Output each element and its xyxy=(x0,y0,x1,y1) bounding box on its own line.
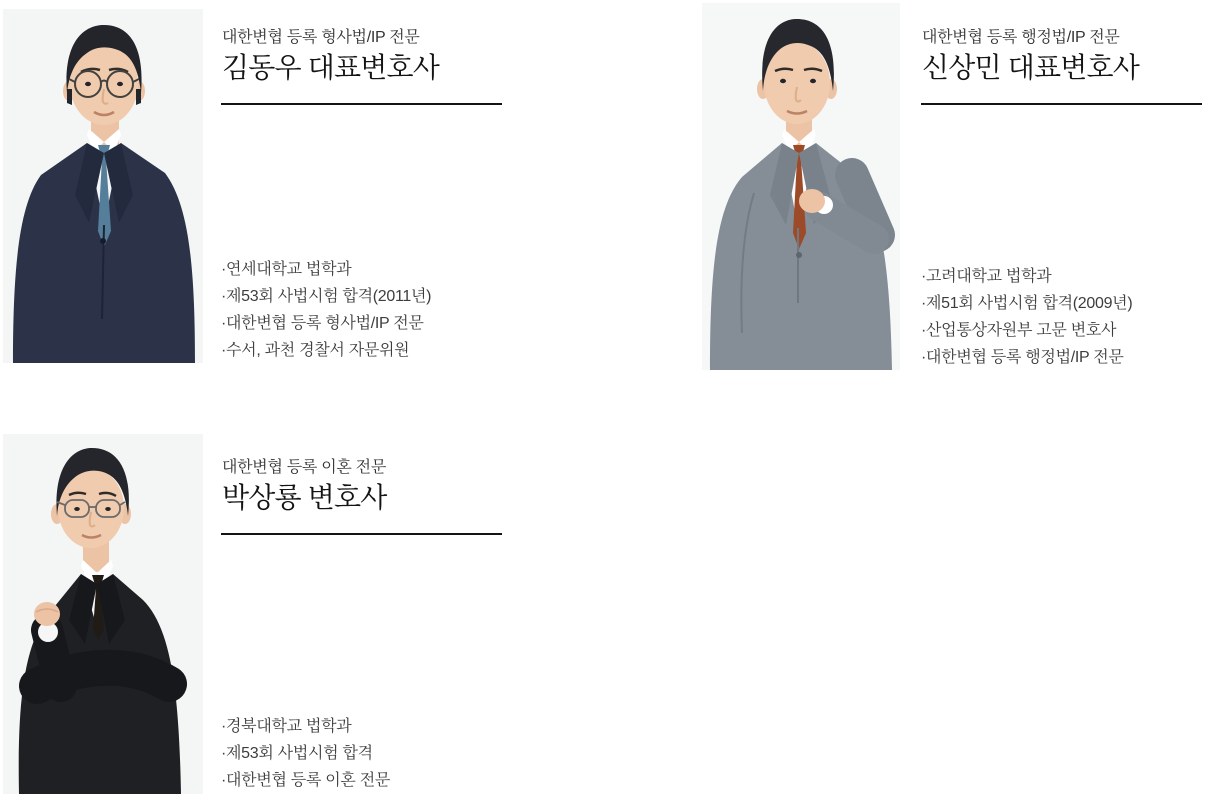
credential-item: ·제53회 사법시험 합격(2011년) xyxy=(221,288,432,305)
credential-item: ·수서, 과천 경찰서 자문위원 xyxy=(221,342,410,359)
credential-item: ·제53회 사법시험 합격 xyxy=(221,745,373,762)
lawyer-name: 박상룡 변호사 xyxy=(222,482,387,513)
lawyer-name: 김동우 대표변호사 xyxy=(222,52,439,83)
name-underline xyxy=(221,103,502,105)
credentials-list xyxy=(221,256,431,364)
credential-item: ·대한변협 등록 이혼 전문 xyxy=(221,772,391,789)
lawyer-photo xyxy=(702,3,900,370)
credential-item: ·산업통상자원부 고문 변호사 xyxy=(921,322,1117,339)
name-underline xyxy=(921,103,1202,105)
portrait-navy-suit-illustration xyxy=(3,9,203,363)
credential-item: ·제51회 사법시험 합격(2009년) xyxy=(921,295,1133,312)
credential-item: ·연세대학교 법학과 xyxy=(221,261,352,278)
lawyer-name: 신상민 대표변호사 xyxy=(922,52,1139,83)
credentials-list xyxy=(921,263,1132,371)
name-underline xyxy=(221,533,502,535)
portrait-gray-suit-illustration xyxy=(702,3,900,370)
credential-item: ·대한변협 등록 형사법/IP 전문 xyxy=(221,315,424,332)
credentials-list xyxy=(221,713,390,794)
lawyer-photo xyxy=(3,9,203,363)
lawyer-photo xyxy=(3,434,203,794)
credential-item: ·경북대학교 법학과 xyxy=(221,718,352,735)
specialty-subtitle: 대한변협 등록 이혼 전문 xyxy=(222,459,386,476)
specialty-subtitle: 대한변협 등록 형사법/IP 전문 xyxy=(222,29,420,46)
credential-item: ·대한변협 등록 행정법/IP 전문 xyxy=(921,349,1124,366)
credential-item: ·고려대학교 법학과 xyxy=(921,268,1052,285)
specialty-subtitle: 대한변협 등록 행정법/IP 전문 xyxy=(922,29,1120,46)
portrait-black-suit-illustration xyxy=(3,434,203,794)
